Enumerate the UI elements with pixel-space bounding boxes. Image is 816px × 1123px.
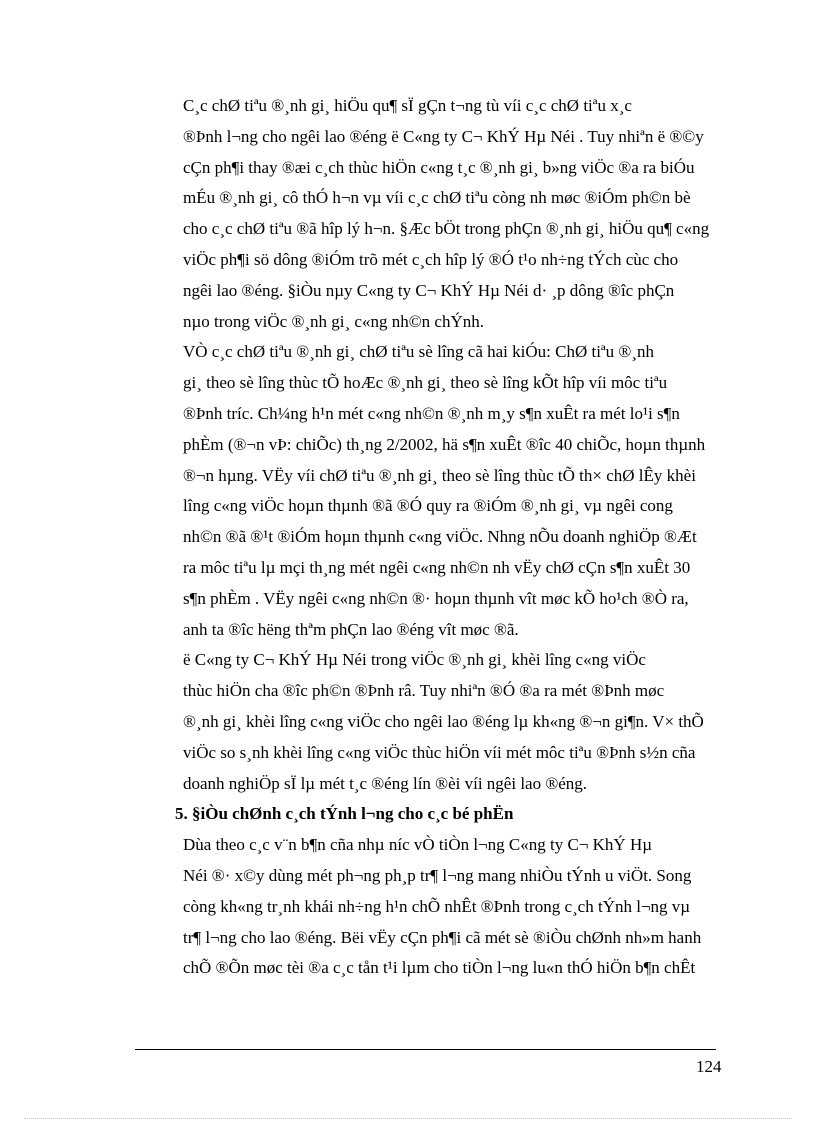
- text-line: ®¬n hµng. VËy víi chØ tiªu ®¸nh gi¸ theo sè lîng thùc tÕ th× chØ lÊy khèi: [183, 465, 696, 485]
- text-line: ra môc tiªu lµ mçi th¸ng mét ngêi c«ng nh©n nh vËy chØ cÇn s¶n xuÊt 30: [183, 557, 691, 577]
- text-line: C¸c chØ tiªu ®¸nh gi¸ hiÖu qu¶ sÏ gÇn t¬ng tù víi c¸c chØ tiªu x¸c: [183, 96, 632, 115]
- text-line: cÇn ph¶i thay ®æi c¸ch thùc hiÖn c«ng t¸c ®¸nh gi¸ b»ng viÖc ®a ra biÓu: [183, 157, 695, 177]
- paragraph-2: [135, 337, 739, 645]
- text-line: viÖc so s¸nh khèi lîng c«ng viÖc thùc hiÖn víi mét môc tiªu ®Þnh s½n cña: [183, 742, 696, 762]
- page-body: [135, 91, 739, 984]
- paragraph-4: [135, 830, 739, 984]
- paragraph-1: [135, 91, 739, 337]
- paragraph-3: [135, 645, 739, 799]
- text-line: ®Þnh tríc. Ch¼ng h¹n mét c«ng nh©n ®¸nh m¸y s¶n xuÊt ra mét lo¹i s¶n: [183, 403, 680, 423]
- text-line: anh ta ®îc hëng thªm phÇn lao ®éng vît møc ®ã.: [183, 619, 519, 639]
- text-line: ®¸nh gi¸ khèi lîng c«ng viÖc cho ngêi lao ®éng lµ kh«ng ®¬n gi¶n. V× thÕ: [183, 711, 704, 731]
- text-line: lîng c«ng viÖc hoµn thµnh ®ã ®Ó quy ra ®iÓm ®¸nh gi¸ vµ ngêi cong: [183, 496, 673, 516]
- text-line: nh©n ®ã ®¹t ®iÓm hoµn thµnh c«ng viÖc. Nhng nÕu doanh nghiÖp ®Æt: [183, 527, 697, 547]
- page-edge-divider: [24, 1118, 792, 1119]
- text-line: ngêi lao ®éng. §iÒu nµy C«ng ty C¬ KhÝ Hµ Néi d· ¸p dông ®îc phÇn: [183, 280, 675, 300]
- text-line: phÈm (®¬n vÞ: chiÕc) th¸ng 2/2002, hä s¶n xuÊt ®îc 40 chiÕc, hoµn thµnh: [183, 434, 706, 454]
- text-line: cho c¸c chØ tiªu ®ã hîp lý h¬n. §Æc bÖt trong phÇn ®¸nh gi¸ hiÖu qu¶ c«ng: [183, 219, 710, 239]
- section-heading: 5. §iÒu chØnh c¸ch tÝnh l¬ng cho c¸c bé phËn: [175, 804, 514, 824]
- footer-rule: [135, 1049, 716, 1050]
- text-line: VÒ c¸c chØ tiªu ®¸nh gi¸ chØ tiªu sè lîng cã hai kiÓu: ChØ tiªu ®¸nh: [183, 342, 654, 362]
- text-line: ®Þnh l¬ng cho ngêi lao ®éng ë C«ng ty C¬ KhÝ Hµ Néi . Tuy nhiªn ë ®©y: [183, 126, 704, 146]
- text-line: chÕ ®Õn møc tèi ®a c¸c tån t¹i lµm cho tiÒn l¬ng lu«n thÓ hiÖn b¶n chÊt: [183, 958, 696, 978]
- text-line: còng kh«ng tr¸nh khái nh÷ng h¹n chÕ nhÊt ®Þnh trong c¸ch tÝnh l¬ng vµ: [183, 896, 691, 916]
- text-line: Dùa theo c¸c v¨n b¶n cña nhµ níc vÒ tiÒn l¬ng C«ng ty C¬ KhÝ Hµ: [183, 835, 653, 855]
- text-line: doanh nghiÖp sÏ lµ mét t¸c ®éng lín ®èi víi ngêi lao ®éng.: [183, 773, 588, 793]
- text-line: nµo trong viÖc ®¸nh gi¸ c«ng nh©n chÝnh.: [183, 311, 484, 331]
- text-line: gi¸ theo sè lîng thùc tÕ hoÆc ®¸nh gi¸ theo sè lîng kÕt hîp víi môc tiªu: [183, 373, 668, 393]
- text-line: s¶n phÈm . VËy ngêi c«ng nh©n ®· hoµn thµnh vît møc kÕ ho¹ch ®Ò ra,: [183, 588, 689, 608]
- text-line: tr¶ l¬ng cho lao ®éng. Bëi vËy cÇn ph¶i cã mét sè ®iÒu chØnh nh»m hanh: [183, 927, 702, 947]
- text-line: mÉu ®¸nh gi¸ cô thÓ h¬n vµ víi c¸c chØ tiªu còng nh møc ®iÓm ph©n bè: [183, 188, 691, 208]
- text-line: thùc hiÖn cha ®îc ph©n ®Þnh râ. Tuy nhiªn ®Ó ®a ra mét ®Þnh møc: [183, 681, 665, 701]
- text-line: ë C«ng ty C¬ KhÝ Hµ Néi trong viÖc ®¸nh gi¸ khèi lîng c«ng viÖc: [183, 650, 646, 670]
- text-line: viÖc ph¶i sö dông ®iÓm trõ mét c¸ch hîp lý ®Ó t¹o nh÷ng tÝch cùc cho: [183, 249, 679, 269]
- page-number: 124: [696, 1057, 722, 1076]
- text-line: Néi ®· x©y dùng mét ph¬ng ph¸p tr¶ l¬ng mang nhiÒu tÝnh u viÖt. Song: [183, 865, 692, 885]
